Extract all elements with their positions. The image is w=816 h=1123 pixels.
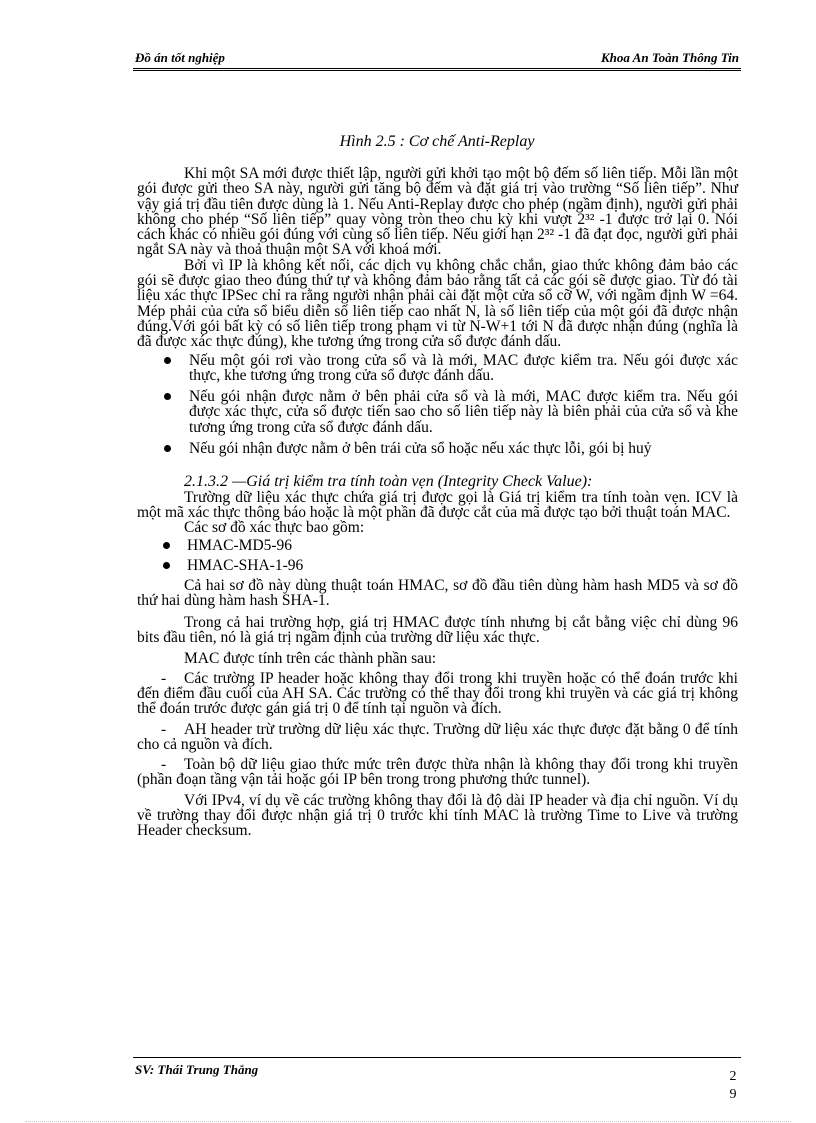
dash-marker: - (161, 720, 167, 738)
bottom-dotted-divider (25, 1121, 791, 1122)
bullet-icon (164, 393, 171, 400)
header-document-type: Đồ án tốt nghiệp (135, 50, 225, 65)
header-rule (133, 70, 741, 71)
page-header (133, 48, 741, 69)
header-department: Khoa An Toàn Thông Tin (601, 50, 739, 65)
list-item (137, 389, 738, 435)
bullet-icon (163, 562, 170, 569)
page-body (137, 166, 738, 839)
dash-marker: - (161, 756, 167, 774)
footer-student-name: SV: Thái Trung Thắng (135, 1062, 259, 1077)
page-footer (133, 1057, 741, 1102)
bullet-icon (164, 357, 171, 364)
list-item (137, 441, 738, 456)
paragraph-sequence-counter: Khi một SA mới được thiết lập, người gửi khởi tạo một bộ đếm số liên tiếp. Mỗi lần một gói được gửi theo SA này, người gửi tăng bộ đếm và đặt giá trị vào trường “Số liên tiếp”. Như vậy giá trị đầu tiên được dùng là 1. Nếu Anti-Replay được cho phép (ngầm định), người gửi phải không cho phép “Số liên tiếp” quay vòng tròn theo chu kỳ khi vượt 2³² -1 được trở lại 0. Nói cách khác có nhiều gói đúng với cùng số liên tiếp. Nếu giới hạn 2³² -1 đã đạt đọc, người gửi phải ngắt SA này và thoả thuận một SA với khoá mới. (137, 165, 738, 259)
dash-list-components (137, 671, 738, 788)
list-item-text: Nếu gói nhận được nằm ở bên trái cửa sổ hoặc nếu xác thực lỗi, gói bị huỷ (189, 440, 652, 458)
paragraph-hmac: Cả hai sơ đồ này dùng thuật toán HMAC, sơ đồ đầu tiên dùng hàm hash MD5 và sơ đồ thứ hai dùng hàm hash SHA-1. (137, 577, 738, 610)
list-item-text: HMAC-SHA-1-96 (187, 556, 304, 574)
section-heading: 2.1.3.2 —Giá trị kiểm tra tính toàn vẹn (Integrity Check Value): (184, 473, 593, 491)
bullet-list-rules (137, 353, 738, 457)
list-item-text: Nếu gói nhận được nằm ở bên phải cửa sổ và là mới, MAC được kiểm tra. Nếu gói được xác thực, cửa sổ được tiến sao cho số liên tiếp này là biên phải của cửa sổ và khe tương ứng trong cửa sổ được đánh dấu. (189, 388, 738, 436)
page-number-digit: 2 (729, 1069, 737, 1084)
page-number (727, 1068, 739, 1104)
figure-caption: Hình 2.5 : Cơ chế Anti-Replay (339, 133, 535, 150)
bullet-icon (164, 445, 171, 452)
list-item (137, 671, 738, 717)
list-item-text: HMAC-MD5-96 (187, 536, 293, 554)
list-item (137, 353, 738, 384)
list-item-text: Toàn bộ dữ liệu giao thức mức trên được thừa nhận là không thay đổi trong khi truyền (phần đoạn tầng vận tải hoặc gói IP bên trong trong phương thức tunnel). (137, 756, 738, 789)
dash-marker: - (161, 669, 167, 687)
paragraph-truncation: Trong cả hai trường hợp, giá trị HMAC được tính nhưng bị cắt bằng việc chỉ dùng 96 bits đầu tiên, nó là giá trị ngầm định của trường dữ liệu xác thực. (137, 613, 738, 647)
list-item (137, 757, 738, 788)
paragraph-window: Bởi vì IP là không kết nối, các dịch vụ không chắc chắn, giao thức không đảm bảo các gói sẽ được giao theo đúng thứ tự và không đảm bảo rằng tất cả các gói sẽ được giao. Từ đó tài liệu xác thực IPSec chỉ ra rằng người nhận phải cài đặt một cửa sổ cỡ W, với ngầm định W =64. Mép phải của cửa sổ biểu diễn số liên tiếp cao nhất N, là số liên tiếp của một gói đã được nhận đúng.Với gói bất kỳ có số liên tiếp trong phạm vi từ N-W+1 tới N đã được nhận đúng (nghĩa là đã được xác thực đúng), khe tương ứng trong cửa sổ được đánh dấu. (137, 256, 738, 351)
list-item (137, 558, 738, 573)
list-item (137, 722, 738, 753)
bullet-icon (163, 542, 170, 549)
paragraph-mac-components: MAC được tính trên các thành phần sau: (184, 650, 437, 668)
list-item-text: AH header trừ trường dữ liệu xác thực. Trường dữ liệu xác thực được đặt bằng 0 để tính cho cả nguồn và đích. (137, 720, 738, 753)
list-item-text: Các trường IP header hoặc không thay đổi trong khi truyền hoặc có thể đoán trước khi đến điểm đầu cuối của AH SA. Các trường có thể thay đổi trong khi truyền và các giá trị không thể đoán trước được gán giá trị 0 để tính tại nguồn và đích. (137, 669, 738, 718)
list-item (137, 538, 738, 553)
paragraph-schemes-intro: Các sơ đồ xác thực bao gồm: (184, 519, 365, 537)
paragraph-icv: Trường dữ liệu xác thực chứa giá trị được gọi là Giá trị kiểm tra tính toàn vẹn. ICV là một mã xác thực thông báo hoặc là một phần đã được cắt của mã được tạo bởi thuật toán MAC. (137, 488, 738, 521)
scheme-list (137, 538, 738, 574)
page-number-digit: 9 (729, 1087, 737, 1102)
paragraph-ipv4-example: Với IPv4, ví dụ về các trường không thay đổi là độ dài IP header và địa chỉ nguồn. Ví dụ về trường thay đổi được nhận giá trị 0 trước khi tính MAC là trường Time to Live và trường Header checksum. (137, 791, 738, 840)
list-item-text: Nếu một gói rơi vào trong cửa sổ và là mới, MAC được kiểm tra. Nếu gói được xác thực, khe tương ứng trong cửa sổ được đánh dấu. (189, 351, 738, 384)
